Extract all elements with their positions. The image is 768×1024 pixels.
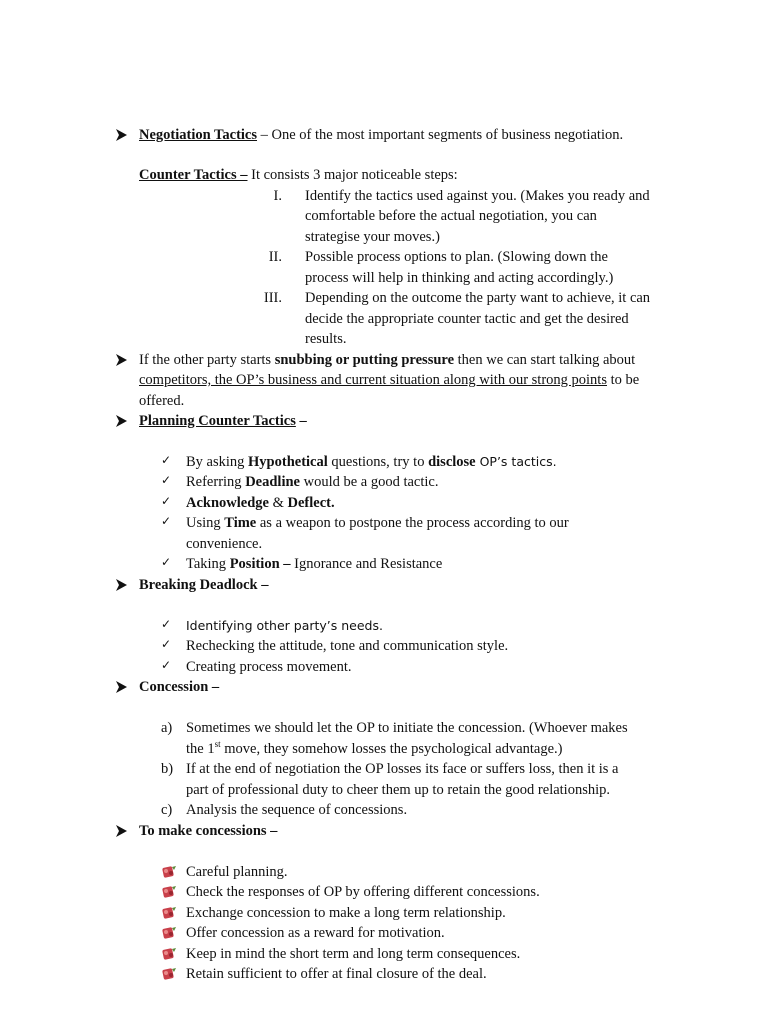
checkmark-icon: ✓ (161, 494, 172, 508)
planning-item-cont: convenience. (186, 536, 263, 552)
make-concessions-heading: To make concessions – (139, 823, 278, 839)
arrow-bullet-icon (116, 125, 130, 145)
step-number: III. (263, 290, 282, 306)
negotiation-tactics-line: Negotiation Tactics – One of the most important segments of business negotiation. (139, 127, 624, 143)
deadlock-item: Rechecking the attitude, tone and communication style. (186, 638, 509, 654)
negotiation-tactics-heading: Negotiation Tactics (139, 127, 258, 143)
planning-item: Acknowledge & Deflect. (186, 495, 335, 511)
make-concessions-item: Exchange concession to make a long term relationship. (186, 905, 506, 921)
planning-item: Referring Deadline would be a good tactic. (186, 474, 439, 490)
counter-tactics-line: Counter Tactics – It consists 3 major noticeable steps: (139, 167, 458, 183)
arrow-bullet-icon (116, 350, 130, 370)
concession-item-cont: part of professional duty to cheer them up to retain the good relationship. (186, 782, 611, 798)
make-concessions-item: Keep in mind the short term and long term consequences. (186, 946, 521, 962)
step-text: strategise your moves.) (305, 229, 440, 245)
flower-bullet-icon (161, 903, 177, 923)
list-label: b) (161, 761, 174, 777)
deadlock-item: Identifying other party’s needs. (186, 618, 383, 633)
step-text: process will help in thinking and acting accordingly.) (305, 270, 614, 286)
concession-item: Analysis the sequence of concessions. (186, 802, 408, 818)
counter-tactics-heading: Counter Tactics – (139, 167, 248, 183)
make-concessions-item: Careful planning. (186, 864, 288, 880)
checkmark-icon: ✓ (161, 453, 172, 467)
checkmark-icon: ✓ (161, 514, 172, 528)
step-text: Possible process options to plan. (Slowing down the (305, 249, 608, 265)
planning-item: By asking Hypothetical questions, try to disclose OP’s tactics. (186, 454, 557, 470)
concession-item-cont: the 1st move, they somehow losses the psychological advantage.) (186, 739, 563, 757)
step-text: Identify the tactics used against you. (Makes you ready and (305, 188, 650, 204)
planning-heading: Planning Counter Tactics (139, 413, 296, 429)
planning-item: Taking Position – Ignorance and Resistance (186, 556, 443, 572)
step-text: comfortable before the actual negotiation, you can (305, 208, 597, 224)
arrow-bullet-icon (116, 677, 130, 697)
flower-bullet-icon (161, 944, 177, 964)
concession-heading: Concession – (139, 679, 220, 695)
list-label: a) (161, 720, 173, 736)
checkmark-icon: ✓ (161, 617, 172, 631)
list-label: c) (161, 802, 173, 818)
checkmark-icon: ✓ (161, 658, 172, 672)
checkmark-icon: ✓ (161, 473, 172, 487)
flower-bullet-icon (161, 862, 177, 882)
arrow-bullet-icon (116, 411, 130, 431)
step-text: results. (305, 331, 347, 347)
planning-heading-line: Planning Counter Tactics – (139, 413, 307, 429)
concession-item: If at the end of negotiation the OP losses its face or suffers loss, then it is a (186, 761, 619, 777)
flower-bullet-icon (161, 882, 177, 902)
deadlock-heading: Breaking Deadlock – (139, 577, 269, 593)
snubbing-line-3: offered. (139, 393, 185, 409)
flower-bullet-icon (161, 923, 177, 943)
flower-bullet-icon (161, 964, 177, 984)
step-text: decide the appropriate counter tactic and get the desired (305, 311, 629, 327)
checkmark-icon: ✓ (161, 637, 172, 651)
snubbing-line: If the other party starts snubbing or putting pressure then we can start talking about (139, 352, 636, 368)
deadlock-item: Creating process movement. (186, 659, 352, 675)
snubbing-line-2: competitors, the OP’s business and current situation along with our strong points to be (139, 372, 640, 388)
concession-item: Sometimes we should let the OP to initiate the concession. (Whoever makes (186, 720, 628, 736)
step-number: I. (273, 188, 282, 204)
make-concessions-item: Check the responses of OP by offering different concessions. (186, 884, 540, 900)
step-text: Depending on the outcome the party want to achieve, it can (305, 290, 651, 306)
arrow-bullet-icon (116, 821, 130, 841)
planning-item: Using Time as a weapon to postpone the process according to our (186, 515, 569, 531)
make-concessions-item: Offer concession as a reward for motivation. (186, 925, 445, 941)
checkmark-icon: ✓ (161, 555, 172, 569)
arrow-bullet-icon (116, 575, 130, 595)
step-number: II. (268, 249, 282, 265)
make-concessions-item: Retain sufficient to offer at final closure of the deal. (186, 966, 487, 982)
